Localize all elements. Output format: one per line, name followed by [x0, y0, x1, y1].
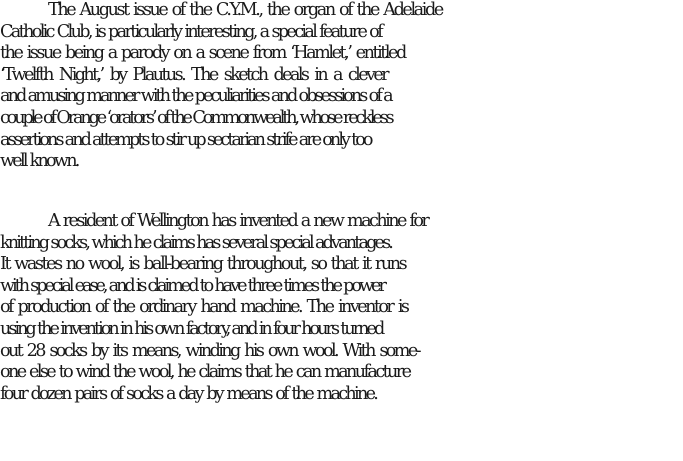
text-line: Catholic Club, is particularly interesting, a special feature of: [0, 21, 381, 42]
text-line: four dozen pairs of socks a day by means of the machine.: [0, 383, 377, 404]
text-line: the issue being a parody on a scene from ‘Hamlet,’ entitled: [0, 43, 405, 64]
text-line: using the invention in his own factory, and in four hours turned: [0, 318, 383, 339]
text-line: out 28 socks by its means, winding his own wool. With some-: [0, 340, 420, 361]
text-line: ‘Twelfth Night,’ by Plautus. The sketch deals in a clever: [0, 64, 387, 85]
text-line: one else to wind the wool, he claims that he can manufacture: [0, 362, 410, 383]
text-line: with special ease, and is claimed to have three times the power: [0, 275, 384, 296]
text-line: and amusing manner with the peculiarities and obsessions of a: [0, 86, 391, 107]
paragraph-cym-notice: [0, 0, 683, 173]
text-line: couple of Orange ‘orators’ of the Commonwealth, whose reckless: [0, 107, 392, 128]
text-line: assertions and attempts to stir up sectarian strife are only too: [0, 129, 371, 150]
text-line: It wastes no wool, is ball-bearing throughout, so that it runs: [0, 254, 406, 275]
text-line: of production of the ordinary hand machine. The inventor is: [0, 297, 408, 318]
text-line: well known.: [0, 151, 78, 172]
text-line: The August issue of the C.Y.M., the organ of the Adelaide: [48, 0, 442, 20]
paragraph-knitting-machine: [0, 211, 683, 405]
text-line: knitting socks, which he claims has several special advantages.: [0, 232, 392, 253]
text-line: A resident of Wellington has invented a new machine for: [48, 211, 428, 231]
